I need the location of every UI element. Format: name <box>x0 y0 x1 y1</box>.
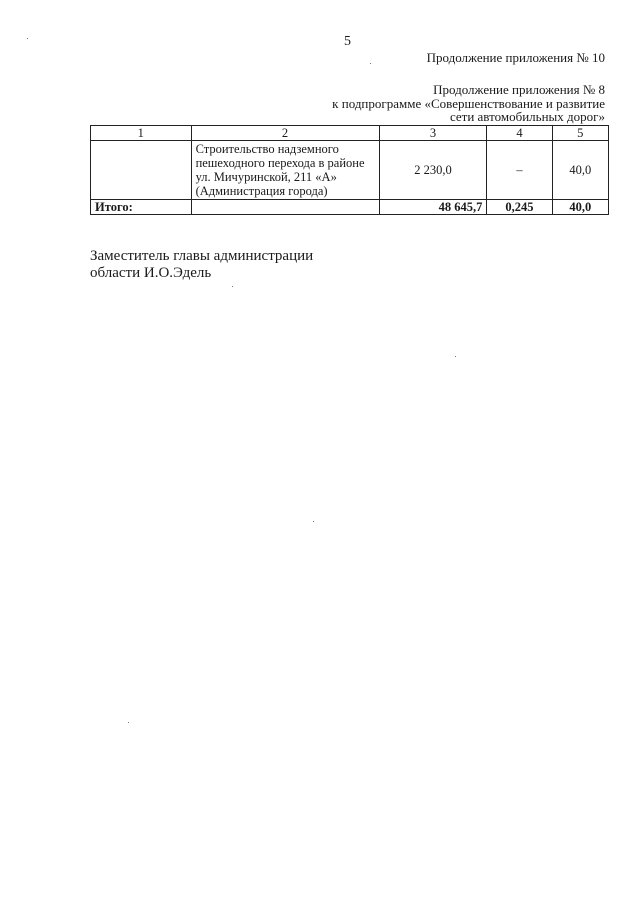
column-number-2: 2 <box>191 126 379 141</box>
description-line: пешеходного перехода в районе <box>195 156 365 170</box>
scan-speck <box>128 722 129 723</box>
description-line: ул. Мичуринской, 211 «А» <box>195 170 337 184</box>
appendix-8-continuation: Продолжение приложения № 8 <box>433 82 605 97</box>
description-line: (Администрация города) <box>195 184 328 198</box>
scan-speck <box>370 63 371 64</box>
signature-name: области И.О.Эдель <box>90 265 212 281</box>
column-number-3: 3 <box>379 126 487 141</box>
row-cell-1 <box>91 141 192 200</box>
total-row <box>91 200 609 215</box>
scan-speck <box>455 356 456 357</box>
total-label: Итого: <box>91 200 192 215</box>
appendix-10-continuation: Продолжение приложения № 10 <box>426 50 605 65</box>
signature-block <box>90 248 313 282</box>
total-amount: 48 645,7 <box>379 200 487 215</box>
total-cell-4: 0,245 <box>487 200 552 215</box>
column-number-4: 4 <box>487 126 552 141</box>
subprogram-title-line1: к подпрограмме «Совершенствование и развитие <box>332 96 605 111</box>
scan-speck <box>313 521 314 522</box>
row-amount-cell: 2 230,0 <box>379 141 487 200</box>
page-number: 5 <box>344 34 351 49</box>
subprogram-title-line2: сети автомобильных дорог» <box>449 109 605 124</box>
scan-speck <box>232 286 233 287</box>
total-cell-2 <box>191 200 379 215</box>
scan-speck <box>27 38 28 39</box>
column-number-1: 1 <box>91 126 192 141</box>
total-cell-5: 40,0 <box>552 200 608 215</box>
row-description-cell <box>191 141 379 200</box>
row-cell-4: – <box>487 141 552 200</box>
signature-position: Заместитель главы администрации <box>90 248 314 264</box>
table-row <box>91 141 609 200</box>
appendix-table <box>90 125 609 215</box>
table-header-row <box>91 126 609 141</box>
description-line: Строительство надземного <box>195 142 339 156</box>
row-cell-5: 40,0 <box>552 141 608 200</box>
column-number-5: 5 <box>552 126 608 141</box>
